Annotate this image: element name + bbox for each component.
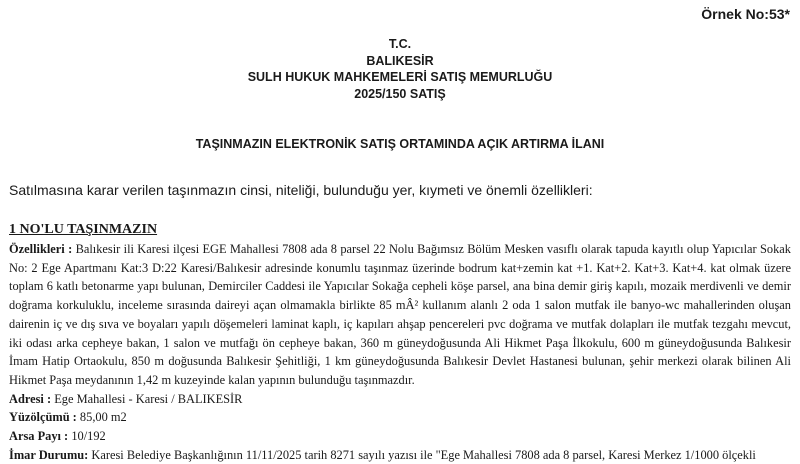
property-details bbox=[9, 240, 791, 464]
address-label: Adresi : bbox=[9, 391, 52, 406]
header-line-city: BALIKESİR bbox=[366, 53, 434, 68]
announcement-title: TAŞINMAZIN ELEKTRONİK SATIŞ ORTAMINDA AÇIK ARTIRMA İLANI bbox=[195, 137, 605, 151]
header-line-file-no: 2025/150 SATIŞ bbox=[354, 86, 446, 101]
area-label: Yüzölçümü : bbox=[9, 410, 77, 425]
area-value: 85,00 m2 bbox=[79, 410, 127, 425]
share-value: 10/192 bbox=[71, 429, 106, 444]
address-value: Ege Mahallesi - Karesi / BALIKESİR bbox=[54, 391, 243, 406]
zoning-row bbox=[9, 446, 791, 464]
features-text: Balıkesir ili Karesi ilçesi EGE Mahallesi 7808 ada 8 parsel 22 Nolu Bağımsız Bölüm Mesken vasıflı olarak tapuda kayıtlı olup Yapıcılar Sokak No: 2 Ege Apartmanı Kat:3 D:22 Karesi/Balıkesir adresinde konumlu taşınmaz üzerinde bodrum kat+zemin kat +1. Kat+2. Kat+3. Kat+4. kat olmak üzere toplam 6 katlı betonarme yapı bulunan, Demirciler Caddesi ile Yapıcılar Sokağa cepheli köşe parsel, ana bina demir giriş kapılı, mozaik merdivenli ve demir doğrama korkuluklu, inceleme sırasında daireyi açan olmamakla birlikte 85 mÂ² kullanım alanlı 2 oda 1 salon mutfak ile banyo-wc mahallerinden oluşan dairenin iç ve dış sıva ve boyaları yapılı döşemeleri laminat kaplı, iç kapıları ahşap pencereleri pvc doğrama ve mutfak dolapları ile mutfak tezgahı mevcut, iki odası arka cepheye bakan, 1 salon ve mutfağı ön cepheye bakan, 360 m güneydoğusunda Ali Hikmet Paşa İlkokulu, 600 m güneydoğusunda Balıkesir İmam Hatip Ortaokulu, 850 m doğusunda Balıkesir Şehitliği, 1 km güneydoğusunda Balıkesir Devlet Hastanesi bulunan, şehir merkezi olarak bilinen Ali Hikmet Paşa meydanının 1,42 m kuzeyinde kalan yapının bulunduğu taşınmazdır. bbox=[9, 242, 791, 387]
share-label: Arsa Payı : bbox=[9, 429, 69, 444]
zoning-label: İmar Durumu: bbox=[9, 447, 89, 462]
address-row bbox=[9, 390, 791, 409]
header-line-tc: T.C. bbox=[388, 37, 412, 51]
features-label: Özellikleri : bbox=[9, 242, 73, 256]
property-section-title: 1 NO'LU TAŞINMAZIN bbox=[9, 222, 158, 237]
area-row bbox=[9, 408, 791, 427]
zoning-value: Karesi Belediye Başkanlığının 11/11/2025 tarih 8271 sayılı yazısı ile "Ege Mahallesi 7808 ada 8 parsel, Karesi Merkez 1/1000 ölçekli bbox=[91, 447, 756, 462]
document-header bbox=[0, 36, 800, 102]
intro-text: Satılmasına karar verilen taşınmazın cinsi, niteliği, bulunduğu yer, kıymeti ve önemli özellikleri: bbox=[9, 182, 593, 198]
example-number: Örnek No:53* bbox=[701, 6, 790, 22]
header-line-office: SULH HUKUK MAHKEMELERİ SATIŞ MEMURLUĞU bbox=[247, 70, 553, 84]
share-row bbox=[9, 427, 791, 446]
features-paragraph bbox=[9, 240, 791, 390]
